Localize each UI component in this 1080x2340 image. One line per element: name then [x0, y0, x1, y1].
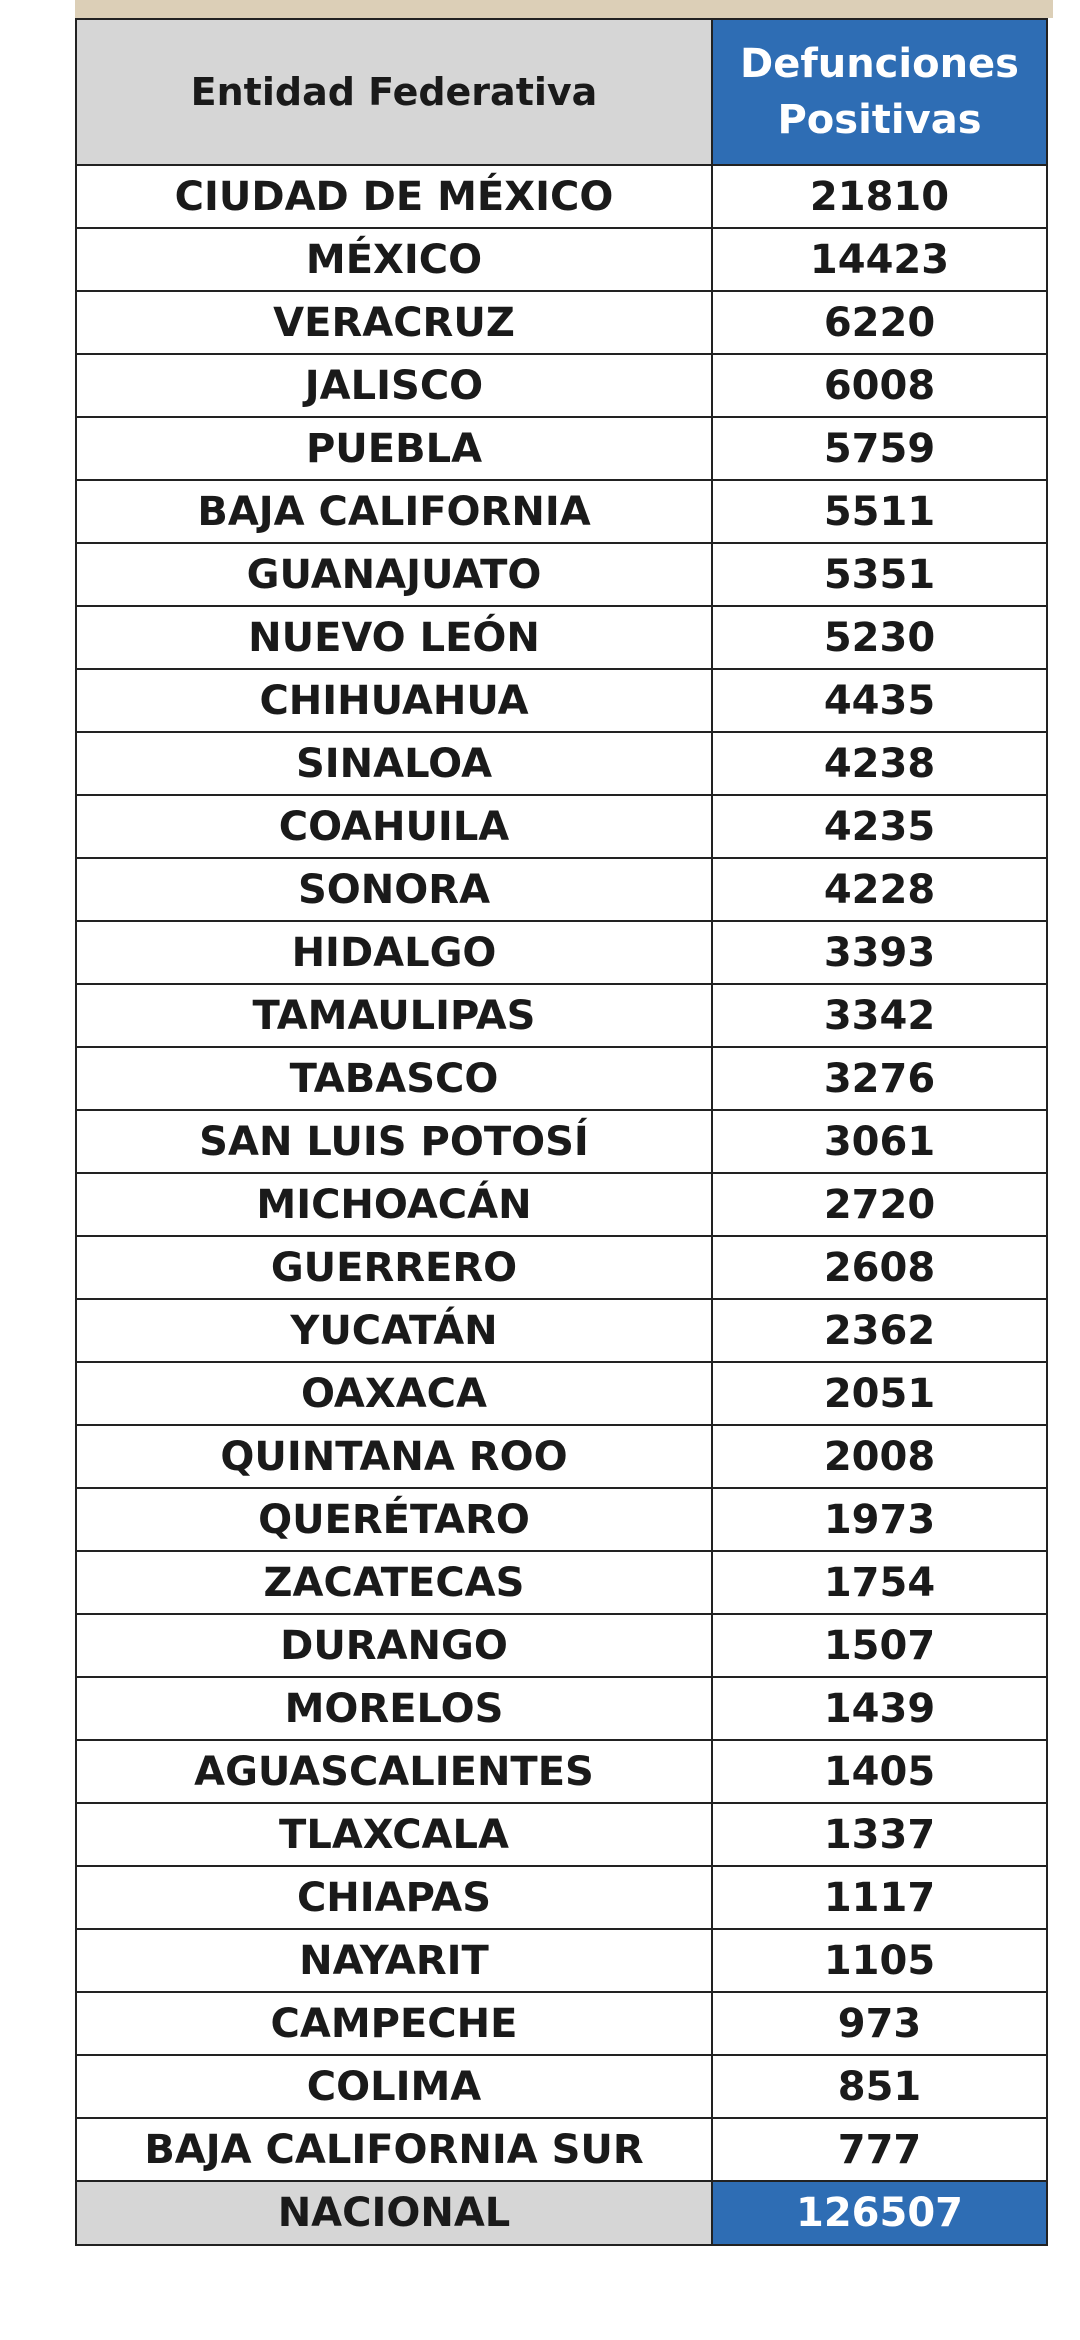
row-deaths: 21810	[712, 165, 1047, 228]
row-state: PUEBLA	[76, 417, 712, 480]
row-deaths: 6008	[712, 354, 1047, 417]
row-deaths: 3342	[712, 984, 1047, 1047]
table-row	[76, 1929, 1047, 1992]
row-deaths: 14423	[712, 228, 1047, 291]
table-row	[76, 858, 1047, 921]
row-deaths: 4435	[712, 669, 1047, 732]
table-row	[76, 1803, 1047, 1866]
row-state: YUCATÁN	[76, 1299, 712, 1362]
row-deaths: 1507	[712, 1614, 1047, 1677]
row-deaths: 2051	[712, 1362, 1047, 1425]
row-state: VERACRUZ	[76, 291, 712, 354]
row-deaths: 1754	[712, 1551, 1047, 1614]
row-state: TABASCO	[76, 1047, 712, 1110]
row-deaths: 6220	[712, 291, 1047, 354]
row-state: MICHOACÁN	[76, 1173, 712, 1236]
row-deaths: 3393	[712, 921, 1047, 984]
row-state: GUANAJUATO	[76, 543, 712, 606]
row-state: CIUDAD DE MÉXICO	[76, 165, 712, 228]
table-row	[76, 1740, 1047, 1803]
table-row	[76, 291, 1047, 354]
row-deaths: 5351	[712, 543, 1047, 606]
row-state: CHIHUAHUA	[76, 669, 712, 732]
table-row	[76, 2055, 1047, 2118]
row-state: OAXACA	[76, 1362, 712, 1425]
row-deaths: 3061	[712, 1110, 1047, 1173]
table-row	[76, 732, 1047, 795]
table-body	[76, 165, 1047, 2245]
row-deaths: 1117	[712, 1866, 1047, 1929]
table-row	[76, 1362, 1047, 1425]
row-state: ZACATECAS	[76, 1551, 712, 1614]
table-row	[76, 543, 1047, 606]
table-row	[76, 795, 1047, 858]
header-state: Entidad Federativa	[76, 19, 712, 165]
row-deaths: 2720	[712, 1173, 1047, 1236]
total-label: NACIONAL	[76, 2181, 712, 2245]
table-row	[76, 1110, 1047, 1173]
row-state: JALISCO	[76, 354, 712, 417]
row-state: TLAXCALA	[76, 1803, 712, 1866]
row-deaths: 5759	[712, 417, 1047, 480]
table-row	[76, 1047, 1047, 1110]
row-deaths: 1439	[712, 1677, 1047, 1740]
row-state: MORELOS	[76, 1677, 712, 1740]
row-deaths: 4238	[712, 732, 1047, 795]
row-deaths: 2608	[712, 1236, 1047, 1299]
row-state: SAN LUIS POTOSÍ	[76, 1110, 712, 1173]
row-deaths: 3276	[712, 1047, 1047, 1110]
table-row	[76, 1425, 1047, 1488]
row-deaths: 1105	[712, 1929, 1047, 1992]
table-row	[76, 1488, 1047, 1551]
row-deaths: 1337	[712, 1803, 1047, 1866]
table-row	[76, 1299, 1047, 1362]
table-row	[76, 669, 1047, 732]
row-state: GUERRERO	[76, 1236, 712, 1299]
table-row	[76, 984, 1047, 1047]
row-deaths: 777	[712, 2118, 1047, 2181]
table-row	[76, 1173, 1047, 1236]
row-state: DURANGO	[76, 1614, 712, 1677]
row-deaths: 2362	[712, 1299, 1047, 1362]
table-row	[76, 165, 1047, 228]
table-row	[76, 2118, 1047, 2181]
header-deaths-line2: Positivas	[777, 97, 982, 143]
row-state: NAYARIT	[76, 1929, 712, 1992]
row-state: COAHUILA	[76, 795, 712, 858]
row-deaths: 2008	[712, 1425, 1047, 1488]
row-deaths: 1405	[712, 1740, 1047, 1803]
row-state: BAJA CALIFORNIA	[76, 480, 712, 543]
table-row	[76, 1866, 1047, 1929]
total-row	[76, 2181, 1047, 2245]
row-state: TAMAULIPAS	[76, 984, 712, 1047]
row-state: COLIMA	[76, 2055, 712, 2118]
table-row	[76, 1236, 1047, 1299]
deaths-by-state-table	[75, 18, 1048, 2246]
table-row	[76, 1551, 1047, 1614]
row-deaths: 973	[712, 1992, 1047, 2055]
row-state: BAJA CALIFORNIA SUR	[76, 2118, 712, 2181]
top-decorative-bar	[75, 0, 1053, 18]
header-deaths-line1: Defunciones	[739, 41, 1019, 87]
row-state: HIDALGO	[76, 921, 712, 984]
table-row	[76, 480, 1047, 543]
table-header-row	[76, 19, 1047, 165]
row-deaths: 5230	[712, 606, 1047, 669]
row-state: NUEVO LEÓN	[76, 606, 712, 669]
row-state: CAMPECHE	[76, 1992, 712, 2055]
row-deaths: 4235	[712, 795, 1047, 858]
row-state: MÉXICO	[76, 228, 712, 291]
table-row	[76, 1677, 1047, 1740]
table-row	[76, 1614, 1047, 1677]
row-deaths: 851	[712, 2055, 1047, 2118]
row-state: QUERÉTARO	[76, 1488, 712, 1551]
row-state: CHIAPAS	[76, 1866, 712, 1929]
row-state: SINALOA	[76, 732, 712, 795]
table-row	[76, 606, 1047, 669]
row-state: QUINTANA ROO	[76, 1425, 712, 1488]
table-row	[76, 921, 1047, 984]
row-deaths: 1973	[712, 1488, 1047, 1551]
table-row	[76, 417, 1047, 480]
header-deaths	[712, 19, 1047, 165]
table-row	[76, 1992, 1047, 2055]
row-state: AGUASCALIENTES	[76, 1740, 712, 1803]
row-deaths: 4228	[712, 858, 1047, 921]
table-row	[76, 228, 1047, 291]
total-deaths: 126507	[712, 2181, 1047, 2245]
row-deaths: 5511	[712, 480, 1047, 543]
table-row	[76, 354, 1047, 417]
row-state: SONORA	[76, 858, 712, 921]
